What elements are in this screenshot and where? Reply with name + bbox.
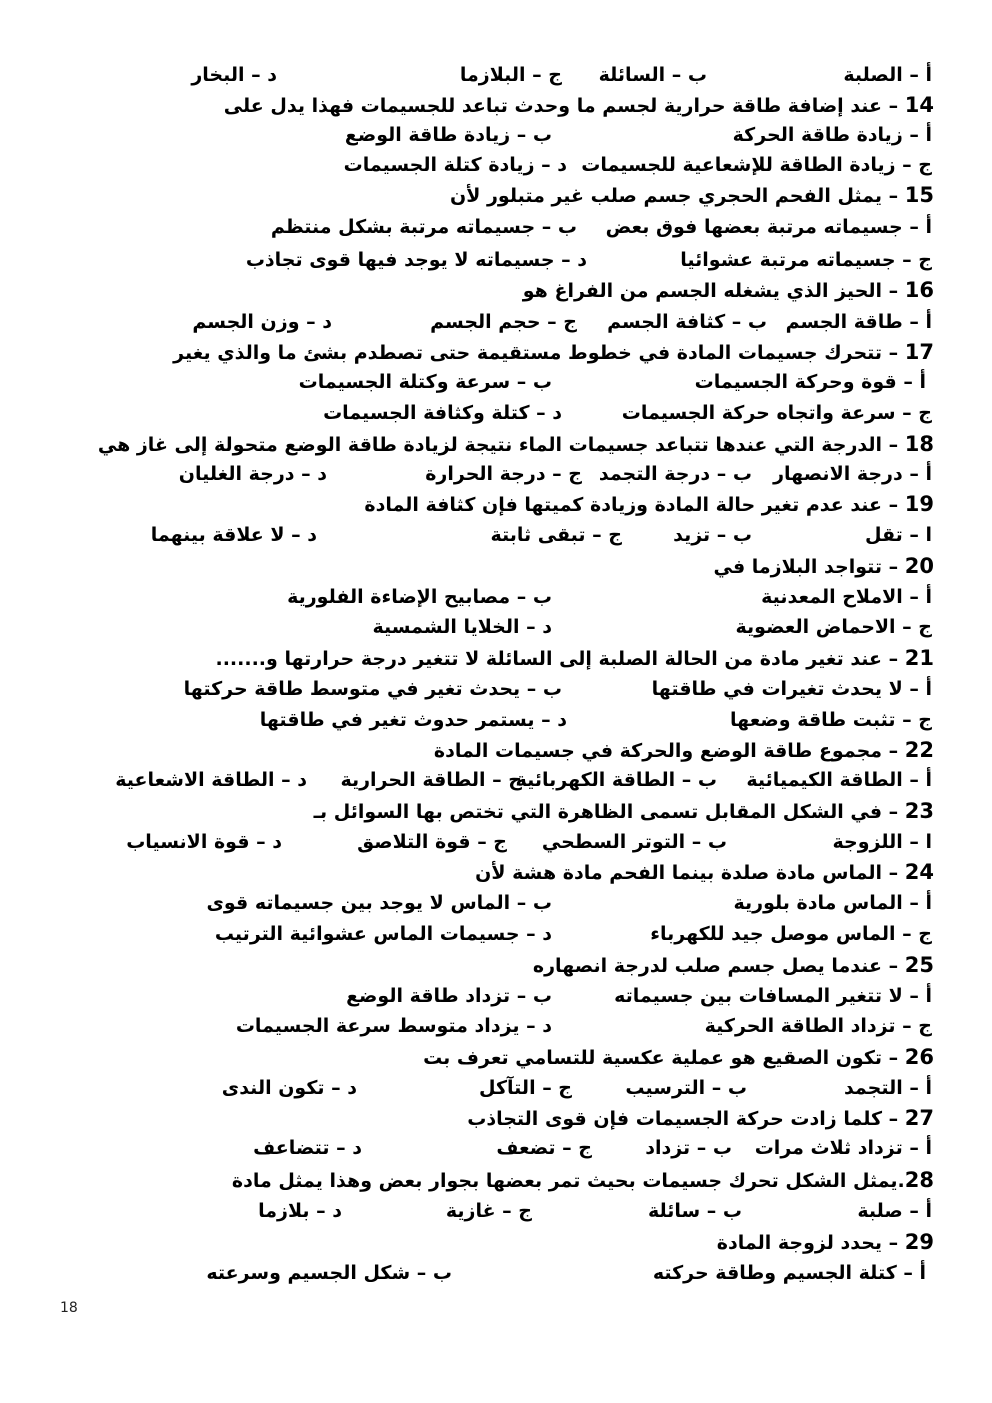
option-c: ج – حجم الجسم <box>430 311 577 333</box>
option-d: د – البخار <box>191 64 277 86</box>
option-b: ب – زيادة طاقة الوضع <box>344 124 552 146</box>
option-a: أ – صلبة <box>857 1200 932 1222</box>
options-row <box>0 827 992 857</box>
option-a: ا – اللزوجة <box>832 831 932 853</box>
option-b: ب – جسيماته مرتبة بشكل منتظم <box>270 216 577 238</box>
question-number: 20 <box>904 554 934 578</box>
option-a: أ – التجمد <box>843 1077 932 1099</box>
option-a: أ – الاملاح المعدنية <box>761 586 932 608</box>
option-b: ب – تزداد طاقة الوضع <box>346 985 552 1007</box>
options-row <box>0 398 992 428</box>
question-14 <box>0 90 934 120</box>
question-text: – عندما يصل جسم صلب لدرجة انصهاره <box>532 955 905 977</box>
question-number: 21 <box>904 646 934 670</box>
options-row <box>0 212 992 242</box>
question-text: – يحدد لزوجة المادة <box>716 1232 905 1254</box>
question-number: 27 <box>904 1106 934 1130</box>
option-d: د – بلازما <box>258 1200 342 1222</box>
options-row <box>0 582 992 612</box>
question-28 <box>0 1165 934 1195</box>
question-number: 16 <box>904 278 934 302</box>
question-26 <box>0 1042 934 1072</box>
question-text: – عند إضافة طاقة حرارية لجسم ما وحدث تباعد للجسيمات فهذا يدل على <box>223 95 905 117</box>
question-25 <box>0 950 934 980</box>
question-27 <box>0 1103 934 1133</box>
options-row <box>0 674 992 704</box>
question-number: 23 <box>904 799 934 823</box>
question-number: 26 <box>904 1045 934 1069</box>
option-c: ج – الطاقة الحرارية <box>340 769 522 791</box>
option-b: ب – شكل الجسيم وسرعته <box>206 1262 452 1284</box>
options-row <box>0 307 992 337</box>
question-number: 19 <box>904 492 934 516</box>
question-text: – تكون الصقيع هو عملية عكسية للتسامي تعرف بت <box>423 1047 905 1069</box>
question-18 <box>0 429 934 459</box>
question-text: .يمثل الشكل تحرك جسيمات بحيث تمر بعضها بجوار بعض وهذا يمثل مادة <box>231 1170 905 1192</box>
question-19 <box>0 489 934 519</box>
question-text: – تتحرك جسيمات المادة في خطوط مستقيمة حتى تصطدم بشئ ما والذي يغير <box>173 342 905 364</box>
options-row <box>0 367 992 397</box>
option-a: أ – لا تتغير المسافات بين جسيماته <box>614 985 932 1007</box>
option-b: ب – يحدث تغير في متوسط طاقة حركتها <box>183 678 562 700</box>
option-a: أ – درجة الانصهار <box>773 463 932 485</box>
question-number: 18 <box>904 432 934 456</box>
options-row <box>0 245 992 275</box>
question-29 <box>0 1227 934 1257</box>
options-row <box>0 1073 992 1103</box>
option-c: ج – سرعة واتجاه حركة الجسيمات <box>621 402 932 424</box>
options-row <box>0 60 992 90</box>
option-d: د – زيادة كتلة الجسيمات <box>343 154 567 176</box>
option-c: ج – التآكل <box>479 1077 572 1099</box>
question-text: – يمثل الفحم الحجري جسم صلب غير متبلور لأن <box>450 185 905 207</box>
option-a: أ – جسيماته مرتبة بعضها فوق بعض <box>605 216 932 238</box>
options-row <box>0 120 992 150</box>
option-b: ب – كثافة الجسم <box>607 311 767 333</box>
option-d: د – لا علاقة بينهما <box>150 524 317 546</box>
option-c: ج – قوة التلاصق <box>357 831 507 853</box>
option-a: أ – قوة وحركة الجسيمات <box>694 371 926 393</box>
option-a: أ – الطاقة الكيميائية <box>746 769 932 791</box>
option-b: ب – التوتر السطحي <box>541 831 727 853</box>
option-a: أ – طاقة الجسم <box>785 311 932 333</box>
question-number: 28 <box>904 1168 934 1192</box>
option-b: ب – سرعة وكتلة الجسيمات <box>298 371 552 393</box>
question-number: 29 <box>904 1230 934 1254</box>
question-number: 14 <box>904 93 934 117</box>
option-d: د – وزن الجسم <box>192 311 332 333</box>
option-c: ج – تضعف <box>496 1137 592 1159</box>
option-a: أ – زيادة طاقة الحركة <box>732 124 932 146</box>
options-row <box>0 919 992 949</box>
option-d: د – كتلة وكثافة الجسيمات <box>323 402 562 424</box>
question-text: – تتواجد البلازما في <box>713 556 905 578</box>
option-b: ب – تزيد <box>673 524 752 546</box>
option-d: د – جسيماته لا يوجد فيها قوى تجاذب <box>245 249 587 271</box>
option-b: ب – سائلة <box>647 1200 742 1222</box>
options-row <box>0 1258 992 1288</box>
option-c: ج – غازية <box>445 1200 532 1222</box>
options-row <box>0 612 992 642</box>
option-b: ب – الماس لا يوجد بين جسيماته قوى <box>206 892 552 914</box>
question-23 <box>0 796 934 826</box>
options-row <box>0 981 992 1011</box>
option-c: ج – جسيماته مرتبة عشوائيا <box>680 249 932 271</box>
option-d: د – تتضاعف <box>253 1137 362 1159</box>
question-text: – كلما زادت حركة الجسيمات فإن قوى التجاذب <box>467 1108 905 1130</box>
option-d: د – الخلايا الشمسية <box>372 616 552 638</box>
question-number: 17 <box>904 340 934 364</box>
options-row <box>0 459 992 489</box>
option-c: ج – تثبت طاقة وضعها <box>730 709 932 731</box>
options-row <box>0 888 992 918</box>
option-b: ب – السائلة <box>598 64 707 86</box>
option-a: أ – الصلبة <box>843 64 932 86</box>
question-16 <box>0 275 934 305</box>
question-17 <box>0 337 934 367</box>
options-row <box>0 1196 992 1226</box>
option-c: ج – درجة الحرارة <box>425 463 582 485</box>
question-number: 24 <box>904 860 934 884</box>
question-text: – في الشكل المقابل تسمى الظاهرة التي تختص بها السوائل بـ <box>313 801 905 823</box>
option-c: ج – تبقى ثابتة <box>490 524 622 546</box>
question-text: – الماس مادة صلدة بينما الفحم مادة هشة لأن <box>475 862 905 884</box>
option-a: أ – لا يحدث تغيرات في طاقتها <box>651 678 932 700</box>
page-number: 18 <box>60 1300 78 1316</box>
option-c: ج – الماس موصل جيد للكهرباء <box>650 923 932 945</box>
option-b: ب – مصابيح الإضاءة الفلورية <box>287 586 552 608</box>
question-22 <box>0 735 934 765</box>
option-d: د – درجة الغليان <box>178 463 327 485</box>
option-d: د – يستمر حدوث تغير في طاقتها <box>259 709 567 731</box>
option-b: ب – الترسيب <box>625 1077 747 1099</box>
options-row <box>0 520 992 550</box>
options-row <box>0 1133 992 1163</box>
question-text: – الدرجة التي عندها تتباعد جسيمات الماء نتيجة لزيادة طاقة الوضع متحولة إلى غاز هي <box>97 434 905 456</box>
option-a: أ – تزداد ثلاث مرات <box>754 1137 932 1159</box>
question-24 <box>0 857 934 887</box>
question-text: – الحيز الذي يشغله الجسم من الفراغ هو <box>522 280 905 302</box>
option-c: ج – الاحماض العضوية <box>735 616 932 638</box>
options-row <box>0 705 992 735</box>
option-b: ب – درجة التجمد <box>598 463 752 485</box>
option-b: ب – تزداد <box>645 1137 732 1159</box>
option-c: ج – البلازما <box>459 64 562 86</box>
option-d: د – قوة الانسياب <box>126 831 282 853</box>
question-20 <box>0 551 934 581</box>
options-row <box>0 150 992 180</box>
option-d: د – يزداد متوسط سرعة الجسيمات <box>235 1015 552 1037</box>
question-text: – مجموع طاقة الوضع والحركة في جسيمات المادة <box>433 740 905 762</box>
option-a: أ – الماس مادة بلورية <box>733 892 932 914</box>
question-number: 25 <box>904 953 934 977</box>
question-text: – عند عدم تغير حالة المادة وزيادة كميتها فإن كثافة المادة <box>364 494 905 516</box>
question-text: – عند تغير مادة من الحالة الصلبة إلى السائلة لا تتغير درجة حرارتها و....... <box>215 648 905 670</box>
option-d: د – جسيمات الماس عشوائية الترتيب <box>214 923 552 945</box>
option-d: د – الطاقة الاشعاعية <box>115 769 307 791</box>
option-d: د – تكون الندى <box>221 1077 357 1099</box>
question-15 <box>0 180 934 210</box>
option-b: ب – الطاقة الكهربائية <box>515 769 717 791</box>
question-number: 15 <box>904 183 934 207</box>
question-number: 22 <box>904 738 934 762</box>
options-row <box>0 765 992 795</box>
option-c: ج – تزداد الطاقة الحركية <box>704 1015 932 1037</box>
option-a: ا – تقل <box>864 524 932 546</box>
option-c: ج – زيادة الطاقة للإشعاعية للجسيمات <box>581 154 932 176</box>
option-a: أ – كتلة الجسيم وطاقة حركته <box>652 1262 926 1284</box>
options-row <box>0 1011 992 1041</box>
question-21 <box>0 643 934 673</box>
